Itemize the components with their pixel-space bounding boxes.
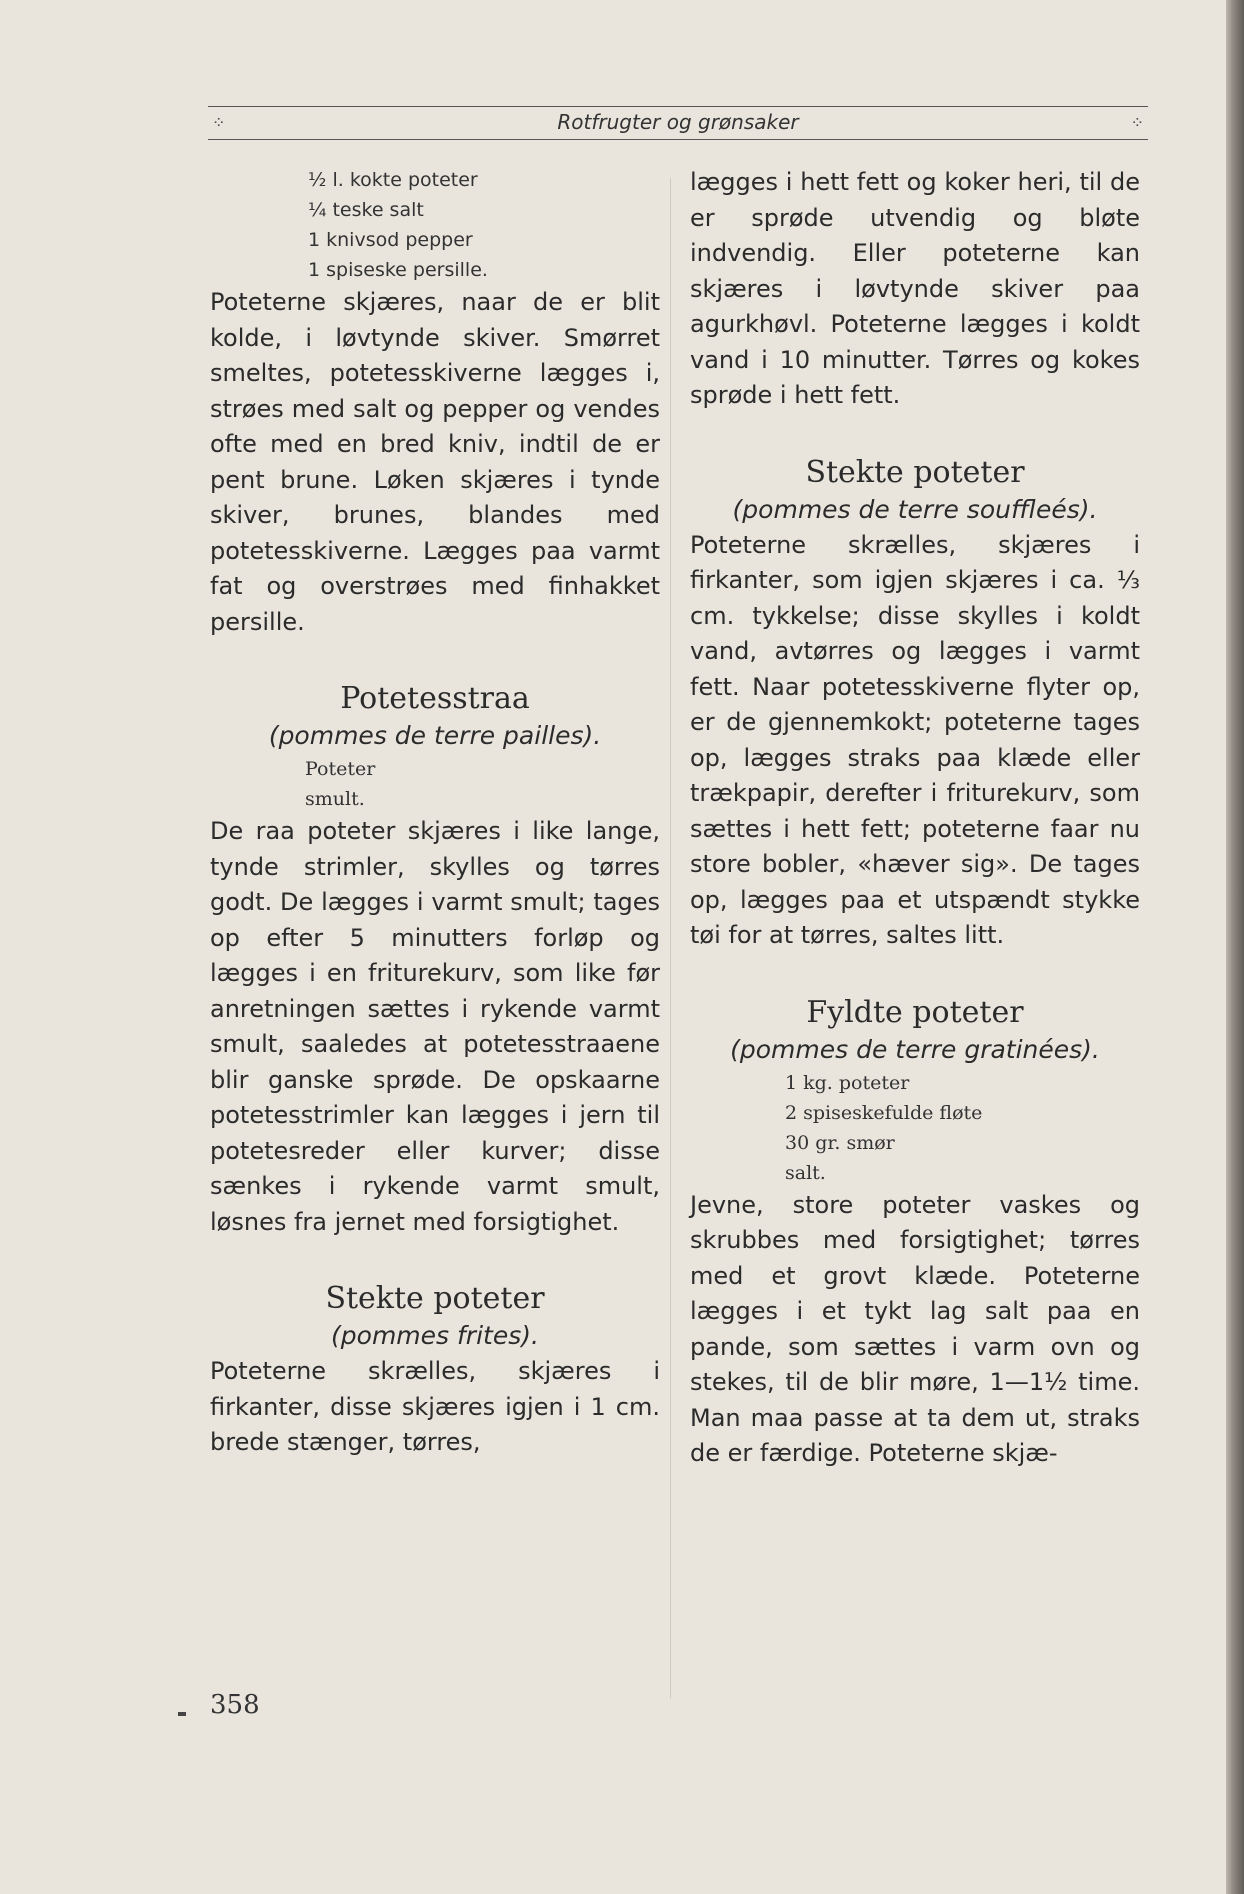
section-subtitle: (pommes frites).	[331, 1321, 539, 1350]
recipe-paragraph: Jevne, store poteter vaskes og skrubbes med forsigtighet; tørres med et grovt klæde. Poteterne lægges i et tykt lag salt paa en pande, som sættes i varm ovn og stekes, til de blir møre, 1—1½ time. Man maa passe at ta dem ut, straks de er færdige. Poteterne skjæ-	[690, 1190, 1140, 1467]
ornament-right-icon: ⁘	[1130, 113, 1144, 132]
ingredient: ½ l. kokte poteter	[308, 169, 478, 191]
right-column	[690, 165, 1140, 1472]
left-column	[210, 165, 660, 1461]
running-title: Rotfrugter og grønsaker	[557, 110, 799, 134]
ingredient: 2 spiseskefulde fløte	[785, 1101, 983, 1124]
ornament-left-icon: ⁘	[212, 113, 226, 132]
ingredient-list	[210, 754, 660, 814]
page-number: 358	[210, 1690, 260, 1720]
ingredient: 1 knivsod pepper	[308, 229, 473, 251]
section-subtitle: (pommes de terre souffleés).	[732, 494, 1098, 524]
recipe-paragraph: Poteterne skrælles, skjæres i firkanter, som igjen skjæres i ca. ⅓ cm. tykkelse; disse skylles i koldt vand, avtørres og lægges i varmt fett. Naar potetesskiverne flyter op, er de gjennemkokt; poteterne tages op, lægges straks paa klæde eller trækpapir, derefter i friturekurv, som sættes i hett fett; poteterne faar nu store bobler, «hæver sig». De tages op, lægges paa et utspændt stykke tøi for at tørres, saltes litt.	[690, 530, 1140, 949]
section-title: Fyldte poteter	[806, 994, 1024, 1030]
section-title: Potetesstraa	[340, 681, 530, 716]
ingredient: 1 kg. poteter	[785, 1071, 910, 1094]
section-title: Stekte poteter	[325, 1281, 545, 1316]
running-header	[208, 106, 1148, 140]
ingredient: 30 gr. smør	[785, 1131, 895, 1154]
section-subtitle: (pommes de terre pailles).	[268, 721, 602, 750]
ingredient-list	[690, 1068, 1140, 1188]
recipe-paragraph: Poteterne skjæres, naar de er blit kolde, i løvtynde skiver. Smørret smeltes, potetesskiverne lægges i, strøes med salt og pepper og vendes ofte med en bred kniv, indtil de er pent brune. Løken skjæres i tynde skiver, brunes, blandes med potetesskiverne. Lægges paa varmt fat og overstrøes med finhakket persille.	[210, 288, 660, 636]
page-edge	[1226, 0, 1244, 1894]
ingredient: ¼ teske salt	[308, 199, 424, 221]
recipe-paragraph: De raa poteter skjæres i like lange, tynde strimler, skylles og tørres godt. De lægges i varmt smult; tages op efter 5 minutters forløp og lægges i en friturekurv, som like før anretningen sættes i rykende varmt smult, saaledes at potetesstraaene blir ganske sprøde. De opskaarne potetesstrimler kan lægges i jern til potetesreder eller kurver; disse sænkes i rykende varmt smult, løsnes fra jernet med forsigtighet.	[210, 817, 660, 1236]
ingredient: salt.	[785, 1161, 826, 1184]
ingredient: smult.	[305, 788, 365, 810]
column-divider	[670, 178, 671, 1698]
ingredient: 1 spiseske persille.	[308, 259, 488, 281]
ingredient: Poteter	[305, 758, 376, 780]
section-title: Stekte poteter	[805, 454, 1025, 490]
margin-mark	[178, 1712, 186, 1716]
recipe-paragraph: lægges i hett fett og koker heri, til de er sprøde utvendig og bløte indvendig. Eller poteterne kan skjæres i løvtynde skiver paa agurkhøvl. Poteterne lægges i koldt vand i 10 minutter. Tørres og kokes sprøde i hett fett.	[690, 168, 1140, 409]
section-subtitle: (pommes de terre gratinées).	[730, 1034, 1100, 1064]
recipe-paragraph: Poteterne skrælles, skjæres i firkanter, disse skjæres igjen i 1 cm. brede stænger, tørres,	[210, 1357, 660, 1456]
ingredient-list	[210, 165, 660, 285]
